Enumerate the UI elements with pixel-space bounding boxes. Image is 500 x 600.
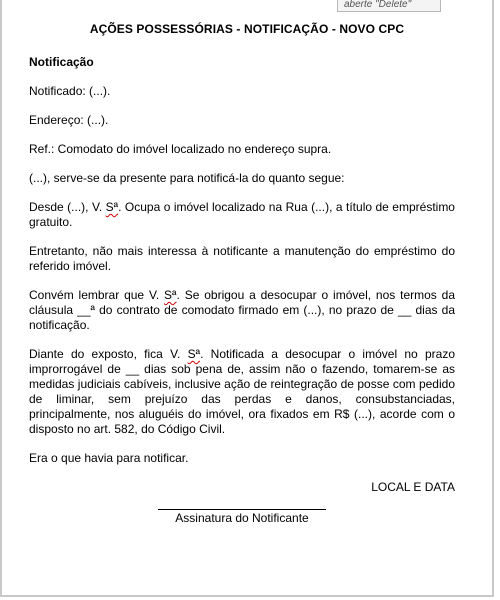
text-span: Convém lembrar que V.	[29, 288, 165, 302]
section-heading: Notificação	[29, 55, 94, 69]
text-span: Diante do exposto, fica V.	[29, 347, 188, 361]
text-span: . Ocupa o imóvel localizado na Rua (...), a título de empréstimo gratuito.	[29, 200, 455, 229]
intro-paragraph: (...), serve-se da presente para notificá-la do quanto segue:	[29, 171, 345, 185]
text-span: . Notificada a desocupar o imóvel no prazo improrrogável de __ dias sob pena de, assim não o fazendo, tomarem-se as medidas judiciais cabíveis, inclusive ação de reintegração de posse com pedido de liminar, sem prejuízo das perdas e danos, consubstanciadas, principalmente, nos aluguéis do imóvel, ora fixados em R$ (...), acorde com o disposto no art. 582, do Código Civil.	[29, 347, 455, 436]
signature-label: Assinatura do Notificante	[175, 511, 309, 525]
spellcheck-word: Sª	[164, 288, 177, 302]
local-date: LOCAL E DATA	[371, 480, 455, 494]
document-title: AÇÕES POSSESSÓRIAS - NOTIFICAÇÃO - NOVO CPC	[89, 22, 405, 36]
paragraph-desde	[29, 200, 455, 230]
text-span: . Se obrigou a desocupar o imóvel, nos termos da cláusula __ª do contrato de comodato firmado em (...), no prazo de __ dias da notificação.	[29, 288, 455, 332]
paragraph-diante	[29, 347, 455, 437]
signature-line	[158, 509, 326, 510]
ref-line: Ref.: Comodato do imóvel localizado no endereço supra.	[29, 142, 332, 156]
delete-tooltip: aberte "Delete"	[337, 0, 441, 12]
spellcheck-word: Sª	[105, 200, 119, 214]
text-span: Desde (...), V.	[29, 200, 106, 214]
endereco-line: Endereço: (...).	[29, 113, 109, 127]
closing-line: Era o que havia para notificar.	[29, 451, 189, 465]
notificado-line: Notificado: (...).	[29, 84, 111, 98]
document-body	[29, 55, 455, 509]
paragraph-convem	[29, 288, 455, 333]
spellcheck-word: Sª	[187, 347, 201, 361]
paragraph-entretanto: Entretanto, não mais interessa à notificante a manutenção do empréstimo do referido imóvel.	[29, 244, 455, 273]
